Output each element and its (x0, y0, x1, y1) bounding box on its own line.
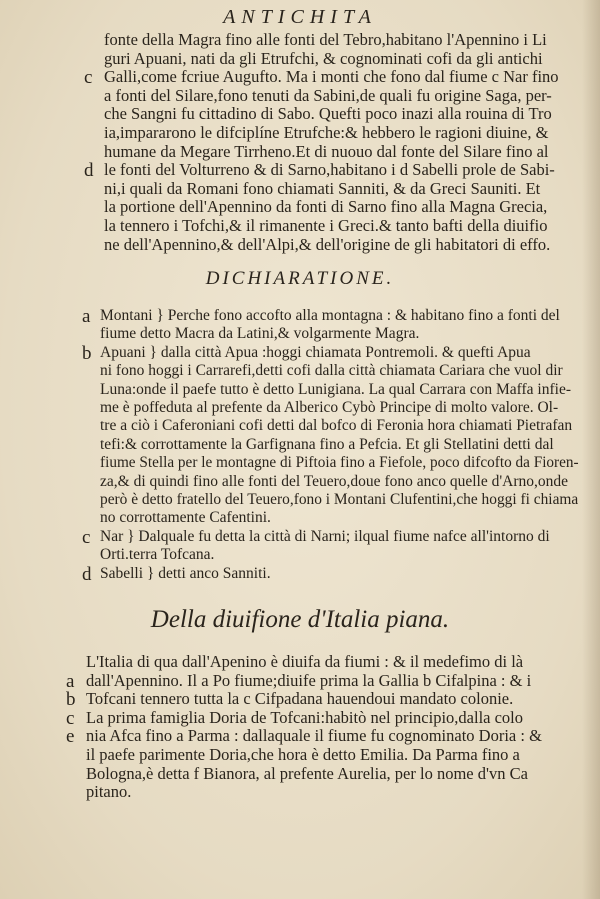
text-line: ne dell'Apennino,& dell'Alpi,& dell'origine de gli habitatori di effo. (104, 234, 551, 254)
text-row (0, 235, 600, 257)
text-line: tre a ciò i Caferoniani cofi detti dal bofco di Feronia hora chiamati Pietrafan (100, 417, 573, 435)
text-line: fonte della Magra fino alle fonti del Tebro,habitano l'Apennino i Li (104, 30, 547, 49)
margin-letter: c (84, 67, 93, 89)
running-header: ANTICHITA (223, 6, 377, 28)
text-line: ni,i quali da Romani fono chiamati Sanniti, & da Greci Sauniti. Et (104, 178, 541, 198)
text-line: no corrottamente Cafentini. (100, 509, 271, 527)
text-line: la tennero i Tofchi,& il rimanente i Greci.& tanto bafti della diuifio (104, 216, 548, 235)
text-line: fiume detto Macra da Latini,& volgarmente Magra. (100, 325, 420, 343)
text-line: Tofcani tennero tutta la c Cifpadana hauendoui mandato colonie. (86, 689, 514, 709)
margin-letter: b (66, 689, 76, 711)
text-line: La prima famiglia Doria de Tofcani:habitò nel principio,dalla colo (86, 707, 524, 727)
text-line: Galli,come fcriue Augufto. Ma i monti che fono dal fiume c Nar fino (104, 67, 559, 87)
text-line: nia Afca fino a Parma : dallaquale il fiume fu cognominato Doria : & (86, 726, 542, 746)
text-line: L'Italia di qua dall'Apenino è diuifa da fiumi : & il medefimo di là (86, 652, 524, 671)
text-line: pitano. (86, 782, 132, 802)
section-heading: DICHIARATIONE. (205, 268, 395, 289)
text-line: Nar } Dalquale fu detta la città di Narni; ilqual fiume nafce all'intorno di (100, 527, 550, 545)
text-line: la portione dell'Apennino da fonti di Sarno fino alla Magna Grecia, (104, 197, 548, 217)
margin-letter: b (82, 342, 92, 364)
text-line: Sabelli } detti anco Sanniti. (100, 564, 271, 582)
text-line: le fonti del Volturreno & di Sarno,habitano i d Sabelli prole de Sabi- (104, 160, 555, 180)
margin-letter: c (66, 707, 75, 729)
text-line: humane da Megare Tirrheno.Et di nuouo dal fonte del Silare fino al (104, 141, 549, 161)
text-line: fiume Stella per le montagne di Piftoia fino a Fiefole, poco difcofto da Fioren- (100, 454, 579, 472)
text-line: ni fono hoggi i Carrarefi,detti cofi dalla città chiamata Cariara che vuol dir (100, 362, 563, 380)
page-fold-shadow (582, 0, 600, 899)
margin-letter: a (66, 670, 75, 692)
text-line: Apuani } dalla città Apua :hoggi chiamata Pontremoli. & quefti Apua (100, 343, 531, 361)
text-line: ia,impararono le difciplíne Etrufche:& hebbero le ragioni diuine, & (104, 123, 549, 142)
text-line: za,& di quindi fino alle fonti del Teuero,doue fono anco quelle d'Arno,onde (100, 472, 569, 490)
text-line: che Sangni fu cittadino di Sabo. Quefti poco inazi alla rouina di Tro (104, 104, 552, 124)
chapter-title: Della diuifione d'Italia piana. (150, 606, 450, 633)
margin-letter: d (82, 563, 92, 585)
chapter-row (0, 782, 600, 804)
margin-letter: a (82, 306, 91, 327)
text-line: Luna:onde il paefe tutto è detto Lunigiana. La qual Carrara con Maffa infie- (100, 380, 571, 398)
text-line: me è poffeduta al prefente da Alberico Cybò Principe di molto valore. Ol- (100, 399, 559, 416)
text-line: Orti.terra Tofcana. (100, 546, 215, 564)
text-line: il paefe parimente Doria,che hora è detto Emilia. Da Parma fino a (86, 745, 520, 764)
note-row (0, 564, 600, 586)
text-line: Bologna,è detta f Bianora, al prefente Aurelia, per lo nome d'vn Ca (86, 763, 528, 783)
margin-letter: c (82, 526, 91, 548)
text-line: dall'Apennino. Il a Po fiume;diuife prima la Gallia b Cifalpina : & i (86, 670, 532, 690)
text-line: Montani } Perche fono accofto alla montagna : & habitano fino a fonti del (100, 307, 560, 324)
text-line: a fonti del Silare,fono tenuti da Sabini,de quali fu origine Saga, per- (104, 85, 552, 105)
text-line: guri Apuani, nati da gli Etrufchi, & cognominati cofi da gli antichi (104, 48, 543, 68)
margin-letter: d (84, 160, 94, 182)
margin-letter: e (66, 726, 75, 748)
text-line: tefi:& corrottamente la Garfignana fino a Pefcia. Et gli Stellatini detti dal (100, 435, 554, 453)
text-line: però è detto fratello del Teuero,fono i Montani Clufentini,che hoggi fi chiama (100, 491, 579, 508)
